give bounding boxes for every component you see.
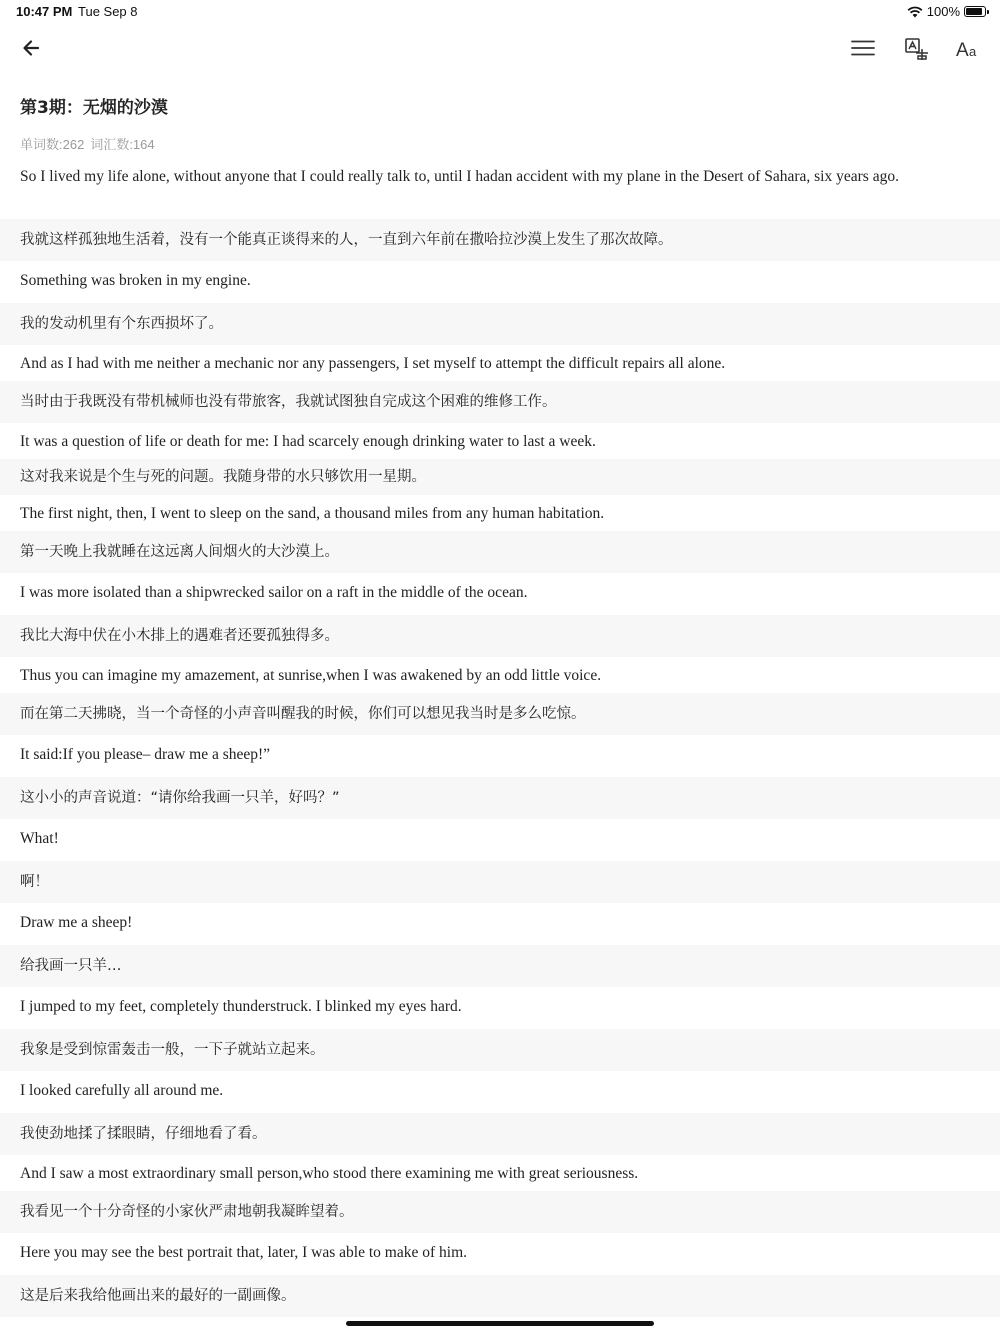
sentence-en[interactable]: Something was broken in my engine.: [20, 272, 251, 289]
battery-percent: 100%: [926, 4, 960, 19]
sentence-zh[interactable]: 啊！: [0, 861, 1000, 903]
sentence-en[interactable]: I was more isolated than a shipwrecked sailor on a raft in the middle of the ocean.: [20, 584, 528, 601]
status-bar: [0, 0, 1000, 24]
status-right: [907, 4, 986, 19]
arrow-left-icon[interactable]: [18, 34, 46, 62]
sentence-en[interactable]: I jumped to my feet, completely thunderstruck. I blinked my eyes hard.: [20, 998, 462, 1015]
svg-text:A: A: [956, 40, 969, 61]
sentence-en[interactable]: Thus you can imagine my amazement, at sunrise,when I was awakened by an odd little voice.: [20, 667, 602, 684]
sentence-en[interactable]: Draw me a sheep!: [20, 914, 133, 931]
sentence-en[interactable]: What!: [20, 830, 59, 847]
sentence-zh[interactable]: 我看见一个十分奇怪的小家伙严肃地朝我凝眸望着。: [0, 1191, 1000, 1233]
sentence-en[interactable]: It was a question of life or death for me: I had scarcely enough drinking water to last a week.: [20, 433, 596, 450]
sentence-zh[interactable]: 第一天晚上我就睡在这远离人间烟火的大沙漠上。: [0, 531, 1000, 573]
sentence-zh[interactable]: 我使劲地揉了揉眼睛，仔细地看了看。: [0, 1113, 1000, 1155]
sentence-zh[interactable]: 给我画一只羊…: [0, 945, 1000, 987]
sentence-zh[interactable]: 这是后来我给他画出来的最好的一副画像。: [0, 1275, 1000, 1317]
sentence-list: [0, 161, 1000, 1317]
svg-text:a: a: [969, 44, 977, 59]
battery-fill: [966, 8, 982, 15]
word-count: 单词数:262: [20, 137, 85, 152]
hamburger-menu-icon[interactable]: [848, 34, 878, 62]
translate-icon[interactable]: [901, 34, 931, 62]
sentence-zh[interactable]: 我比大海中伏在小木排上的遇难者还要孤独得多。: [0, 615, 1000, 657]
sentence-en[interactable]: And I saw a most extraordinary small person,who stood there examining me with great seriousness.: [20, 1165, 639, 1182]
font-size-icon[interactable]: [953, 34, 983, 62]
sentence-en[interactable]: Here you may see the best portrait that, later, I was able to make of him.: [20, 1244, 468, 1261]
wifi-icon: [907, 6, 923, 18]
sentence-en[interactable]: So I lived my life alone, without anyone that I could really talk to, until I hadan accident with my plane in the Desert of Sahara, six years ago.: [20, 168, 899, 185]
sentence-zh[interactable]: 我的发动机里有个东西损坏了。: [0, 303, 1000, 345]
sentence-zh[interactable]: 这小小的声音说道：“请你给我画一只羊，好吗？”: [0, 777, 1000, 819]
sentence-zh[interactable]: 我就这样孤独地生活着，没有一个能真正谈得来的人，一直到六年前在撒哈拉沙漠上发生了那次故障。: [0, 219, 1000, 261]
sentence-zh[interactable]: 而在第二天拂晓，当一个奇怪的小声音叫醒我的时候，你们可以想见我当时是多么吃惊。: [0, 693, 1000, 735]
sentence-en[interactable]: I looked carefully all around me.: [20, 1082, 224, 1099]
article-meta: [20, 134, 155, 153]
status-date: Tue Sep 8: [78, 4, 138, 19]
page-title: 第3期：无烟的沙漠: [20, 98, 168, 118]
sentence-zh[interactable]: 当时由于我既没有带机械师也没有带旅客，我就试图独自完成这个困难的维修工作。: [0, 381, 1000, 423]
status-time: 10:47 PM: [16, 4, 73, 19]
sentence-zh[interactable]: 我象是受到惊雷轰击一般，一下子就站立起来。: [0, 1029, 1000, 1071]
vocab-count: 词汇数:164: [90, 137, 155, 152]
sentence-en[interactable]: It said:If you please– draw me a sheep!”: [20, 746, 271, 763]
toolbar: [0, 28, 1000, 68]
battery-icon: [964, 6, 986, 17]
home-indicator[interactable]: [346, 1321, 654, 1326]
sentence-en[interactable]: And as I had with me neither a mechanic nor any passengers, I set myself to attempt the difficult repairs all alone.: [20, 355, 726, 372]
sentence-en[interactable]: The first night, then, I went to sleep on the sand, a thousand miles from any human habitation.: [20, 505, 605, 522]
sentence-zh[interactable]: 这对我来说是个生与死的问题。我随身带的水只够饮用一星期。: [0, 459, 1000, 495]
